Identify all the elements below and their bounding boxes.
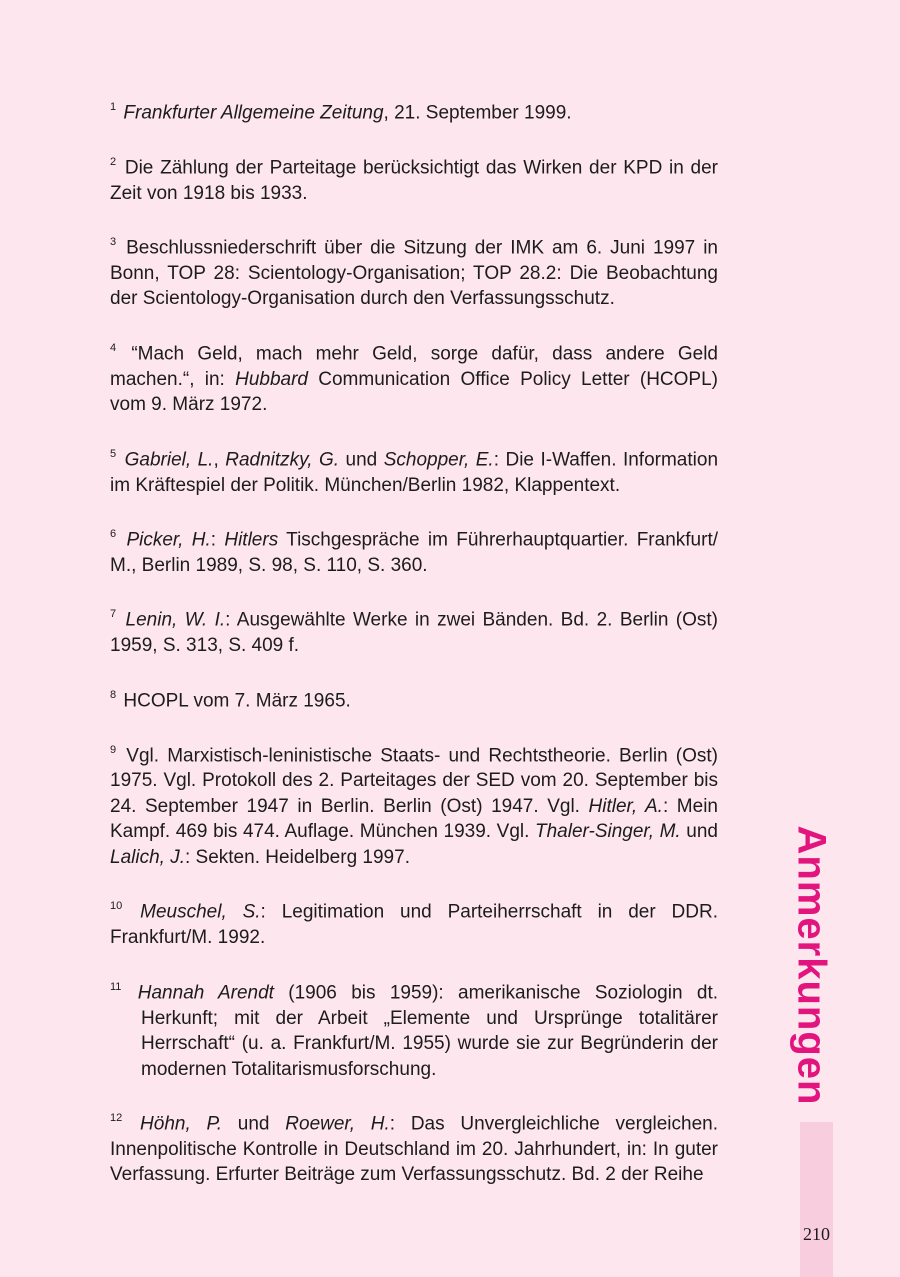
endnote-text: Tischgespräche im Führerhauptquartier. Frankfurt/ M., Berlin 1989, S. 98, S. 110, S. 360. (110, 529, 718, 576)
endnote-8 (110, 684, 718, 714)
endnote-6 (110, 523, 718, 578)
endnote-number: 8 (110, 688, 117, 701)
section-title: Anmerkungen (789, 825, 834, 1105)
endnote-text: : Das Unvergleichliche vergleichen. Innenpolitische Kontrolle in Deutschland im 20. Jahrhundert, in: In guter Verfassung. Erfurter Beiträge zum Verfassungsschutz. Bd. 2 der Reihe (110, 1113, 719, 1186)
endnote-italic-text: Frankfurter Allgemeine Zeitung (123, 102, 384, 124)
endnote-1 (110, 96, 718, 126)
endnote-number: 5 (110, 447, 117, 460)
endnote-italic-text: Radnitzky, G. (225, 449, 340, 471)
endnote-text: : Legitimation und Parteiherrschaft in der DDR. Frankfurt/M. 1992. (110, 901, 718, 949)
endnote-text: “Mach Geld, mach mehr Geld, sorge dafür, dass andere Geld machen.“, in: (110, 343, 718, 390)
endnote-number: 3 (110, 236, 117, 249)
endnote-number: 2 (110, 155, 117, 168)
page-number: 210 (803, 1224, 830, 1244)
endnote-text: : Sekten. Heidelberg 1997. (184, 846, 410, 868)
endnote-3 (110, 231, 718, 312)
endnote-12 (110, 1107, 718, 1188)
endnote-italic-text: Hitler, A. (588, 795, 663, 817)
endnote-4 (110, 337, 718, 418)
endnote-text: und (680, 821, 718, 843)
endnote-italic-text: Hubbard (235, 368, 308, 390)
endnote-number: 4 (110, 341, 117, 354)
endnote-10 (110, 895, 718, 950)
endnote-number: 9 (110, 743, 117, 756)
endnote-2 (110, 151, 718, 206)
endnote-number: 11 (110, 980, 122, 993)
endnote-text: Beschlussniederschrift über die Sitzung der IMK am 6. Juni 1997 in Bonn, TOP 28: Scientology-Organisation; TOP 28.2: Die Beobachtung der Scientology-Organisation durch den Verfassungsschutz. (110, 237, 718, 310)
endnote-italic-text: Meuschel, S. (140, 901, 261, 923)
section-title-vertical (785, 825, 837, 1105)
endnote-italic-text: Thaler-Singer, M. (535, 821, 681, 843)
endnote-italic-text: Picker, H. (126, 529, 211, 551)
endnote-text: , 21. September 1999. (383, 102, 572, 124)
endnote-number: 6 (110, 528, 117, 541)
endnote-11 (110, 976, 718, 1082)
endnote-italic-text: Roewer, H. (285, 1113, 390, 1135)
endnote-number: 10 (110, 900, 123, 913)
endnote-italic-text: Lenin, W. I. (125, 609, 226, 631)
endnote-text: (1906 bis 1959): amerikanische Soziologin dt. Herkunft; mit der Arbeit „Elemente und Ursprünge totalitärer Herrschaft“ (u. a. Frankfurt/M. 1955) wurde sie zur Begründerin der modernen Totalitarismusforschung. (141, 982, 718, 1080)
endnote-5 (110, 443, 718, 498)
endnote-number: 1 (110, 101, 117, 113)
endnote-text: HCOPL vom 7. März 1965. (123, 690, 351, 712)
page-tab-marker (800, 1122, 833, 1277)
endnote-text: und (222, 1113, 286, 1135)
endnote-text: : Mein Kampf. 469 bis 474. Auflage. München 1939. Vgl. (110, 795, 718, 843)
endnote-text: Communication Office Policy Letter (HCOPL) vom 9. März 1972. (110, 368, 718, 416)
endnote-number: 7 (110, 608, 117, 621)
endnote-number: 12 (110, 1112, 123, 1125)
endnote-italic-text: Schopper, E. (383, 449, 494, 471)
endnote-italic-text: Gabriel, L. (124, 449, 214, 471)
endnote-7 (110, 603, 718, 658)
endnote-9 (110, 739, 718, 871)
endnote-italic-text: Höhn, P. (140, 1113, 223, 1135)
endnotes-list (110, 96, 718, 1213)
endnote-italic-text: Hitlers (224, 529, 279, 551)
endnote-text: : (210, 529, 225, 551)
endnote-italic-text: Hannah Arendt (137, 982, 274, 1004)
endnote-text: : Ausgewählte Werke in zwei Bänden. Bd. 2. Berlin (Ost) 1959, S. 313, S. 409 f. (110, 609, 719, 657)
endnote-italic-text: Lalich, J. (110, 846, 185, 868)
endnote-text: Die Zählung der Parteitage berücksichtigt das Wirken der KPD in der Zeit von 1918 bis 1933. (110, 157, 718, 204)
endnote-text: Vgl. Marxistisch-leninistische Staats- und Rechtstheorie. Berlin (Ost) 1975. Vgl. Protokoll des 2. Parteitages der SED vom 20. September bis 24. September 1947 in Berlin. Berlin (Ost) 1947. Vgl. (110, 744, 719, 817)
endnote-text: und (339, 449, 384, 471)
endnote-text: , (213, 449, 226, 471)
endnote-text: : Die I-Waffen. Information im Kräftespiel der Politik. München/Berlin 1982, Klappentext. (110, 449, 719, 496)
